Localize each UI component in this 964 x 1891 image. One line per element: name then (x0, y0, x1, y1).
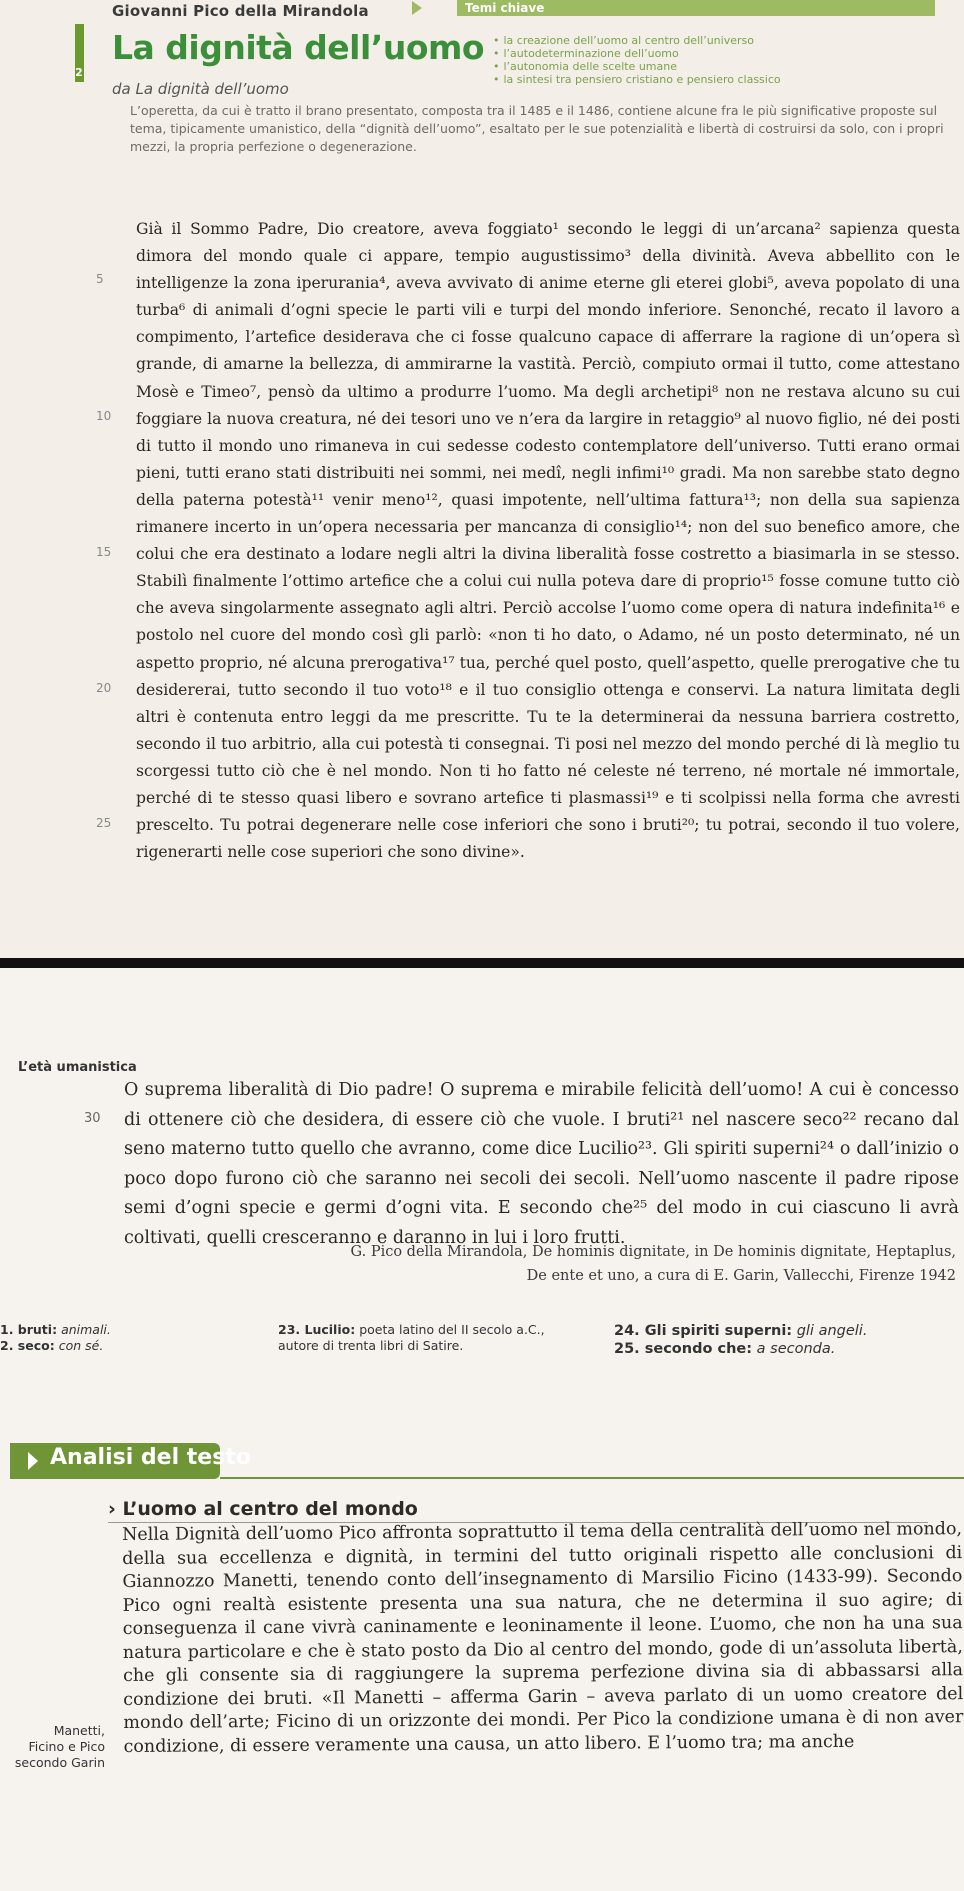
footnote: 25. secondo che: a seconda. (614, 1341, 836, 1357)
footnote: 2. seco: con sé. (0, 1338, 104, 1353)
line-number: 10 (96, 409, 112, 423)
key-theme-item: • l’autodeterminazione dell’uomo (493, 47, 781, 60)
chevron-right-icon (412, 1, 422, 15)
citation-line-1: G. Pico della Mirandola, De hominis dignitate, in De hominis dignitate, Heptaplus, (350, 1244, 956, 1260)
line-number: 20 (96, 681, 112, 695)
footnote: 23. Lucilio: poeta latino del II secolo a.C., autore di trenta libri di Satire. (278, 1322, 545, 1353)
page-separator (0, 958, 964, 968)
page-title: La dignità dell’uomo (112, 28, 485, 67)
section-badge-number: 2 (75, 66, 83, 79)
running-head: L’età umanistica (18, 1060, 137, 1075)
footnote-column-2 (278, 1322, 578, 1354)
analysis-subtitle: › L’uomo al centro del mondo (108, 1498, 418, 1520)
page-bottom (0, 968, 964, 1891)
text-passage-1: Già il Sommo Padre, Dio creatore, aveva foggiato¹ secondo le leggi di un’arcana² sapienza questa dimora del mondo quale ci appare, tempio augustissimo³ della divinità. Aveva abbellito con le intelligenze la zona iperurania⁴, aveva avvivato di anime eterne gli eterei globi⁵, aveva popolato di una turba⁶ di animali d’ogni specie le parti vili e turpi del mondo inferiore. Senonché, recato il lavoro a compimento, l’artefice desiderava che ci fosse qualcuno capace di afferrare la ragione di un’opera sì grande, di amarne la bellezza, di ammirarne la vastità. Perciò, compiuto ormai il tutto, come attestano Mosè e Timeo⁷, pensò da ultimo a produrre l’uomo. Ma degli archetipi⁸ non ne restava alcuno su cui foggiare la nuova creatura, né dei tesori uno ve n’era da largire in retaggio⁹ al nuovo figlio, né dei posti di tutto il mondo uno rimaneva in cui sedesse codesto contemplatore dell’universo. Tutti erano ormai pieni, tutti erano stati distribuiti nei sommi, nei medî, negli infimi¹⁰ gradi. Ma non sarebbe stato degno della paterna potestà¹¹ venir meno¹², quasi impotente, nell’ultima fattura¹³; non della sua sapienza rimanere incerto in un’opera necessaria per mancanza di consiglio¹⁴; non del suo benefico amore, che colui che era destinato a lodare negli altri la divina liberalità fosse costretto a biasimarla in se stesso. Stabilì finalmente l’ottimo artefice che a colui cui nulla poteva dare di proprio¹⁵ fosse comune tutto ciò che aveva singolarmente assegnato agli altri. Perciò accolse l’uomo come opera di natura indefinita¹⁶ e postolo nel cuore del mondo così gli parlò: «non ti ho dato, o Adamo, né un posto determinato, né un aspetto proprio, né alcuna prerogativa¹⁷ tua, perché quel posto, quell’aspetto, quelle prerogative che tu desidererai, tutto secondo il tuo voto¹⁸ e il tuo consiglio ottenga e conservi. La natura limitata degli altri è contenuta entro leggi da me prescritte. Tu te la determinerai da nessuna barriera costretto, secondo il tuo arbitrio, alla cui potestà ti consegnai. Ti posi nel mezzo del mondo perché di là meglio tu scorgessi tutto ciò che è nel mondo. Non ti ho fatto né celeste né terreno, né mortale né immortale, perché di te stesso quasi libero e sovrano artefice ti plasmassi¹⁹ e ti scolpissi nella forma che avresti prescelto. Tu potrai degenerare nelle cose inferiori che sono i bruti²⁰; tu potrai, secondo il tuo volere, rigenerarti nelle cose superiori che sono divine». (136, 220, 960, 862)
footnote: 24. Gli spiriti superni: gli angeli. (614, 1323, 868, 1339)
line-number: 25 (96, 816, 112, 830)
author-name: Giovanni Pico della Mirandola (112, 2, 369, 20)
line-number: 5 (96, 272, 104, 286)
footnote-column-3 (614, 1322, 959, 1358)
key-themes-header (412, 0, 964, 16)
intro-paragraph: L’operetta, da cui è tratto il brano presentato, composta tra il 1485 e il 1486, contiene alcune fra le più significative proposte sul tema, tipicamente umanistico, della “dignità dell’uomo”, esaltato per le sue potenzialità e libertà di costruirsi da solo, con i propri mezzi, la propria perfezione o degenerazione. (130, 103, 944, 154)
divider (220, 1477, 964, 1479)
source-line: da La dignità dell’uomo (112, 80, 289, 98)
line-number: 30 (84, 1111, 101, 1126)
line-number: 15 (96, 545, 112, 559)
analysis-title: Analisi del testo (50, 1445, 251, 1470)
analysis-text: Nella Dignità dell’uomo Pico affronta soprattutto il tema della centralità dell’uomo nel mondo, della sua eccellenza e dignità, in termini del tutto originali rispetto alle conclusioni di Giannozzo Manetti, tenendo conto dell’insegnamento di Marsilio Ficino (1433-99). Secondo Pico ogni realtà esistente presenta una sua natura, che ne determina il suo agire; di conseguenza il cane vivrà caninamente e leoninamente il leone. L’uomo, che non ha una sua natura particolare e che è stato posto da Dio al centro del mondo, gode di un’assoluta libertà, che gli consente sia di raggiungere la suprema perfezione divina sia di abbassarsi alla condizione dei bruti. «Il Manetti – afferma Garin – aveva parlato di un uomo creatore del mondo dell’arte; Ficino di un orizzonte dei mondi. Per Pico la condizione umana è di non aver condizione, di essere veramente una causa, un atto libero. E l’uomo tra; ma anche (122, 1519, 964, 1757)
key-theme-item: • la sintesi tra pensiero cristiano e pensiero classico (493, 73, 781, 86)
footnote-column-1 (0, 1322, 111, 1354)
text-passage-2: O suprema liberalità di Dio padre! O suprema e mirabile felicità dell’uomo! A cui è concesso di ottenere ciò che desidera, di essere ciò che vuole. I bruti²¹ nel nascere seco²² recano dal seno materno tutto quello che avranno, come dice Lucilio²³. Gli spiriti superni²⁴ o dall’inizio o poco dopo furono ciò che saranno nei secoli dei secoli. Nell’uomo nascente il padre ripose semi d’ogni specie e germi d’ogni vita. E secondo che²⁵ del modo in cui ciascuno li avrà coltivati, quelli cresceranno e daranno in lui i loro frutti. (124, 1080, 959, 1248)
footnote: 1. bruti: animali. (0, 1322, 111, 1337)
key-theme-item: • la creazione dell’uomo al centro dell’universo (493, 34, 781, 47)
margin-note: Manetti, Ficino e Pico secondo Garin (14, 1723, 105, 1770)
key-theme-item: • l’autonomia delle scelte umane (493, 60, 781, 73)
citation-line-2: De ente et uno, a cura di E. Garin, Vallecchi, Firenze 1942 (526, 1268, 956, 1284)
key-themes-label: Temi chiave (457, 0, 935, 16)
key-themes-list (493, 34, 781, 86)
